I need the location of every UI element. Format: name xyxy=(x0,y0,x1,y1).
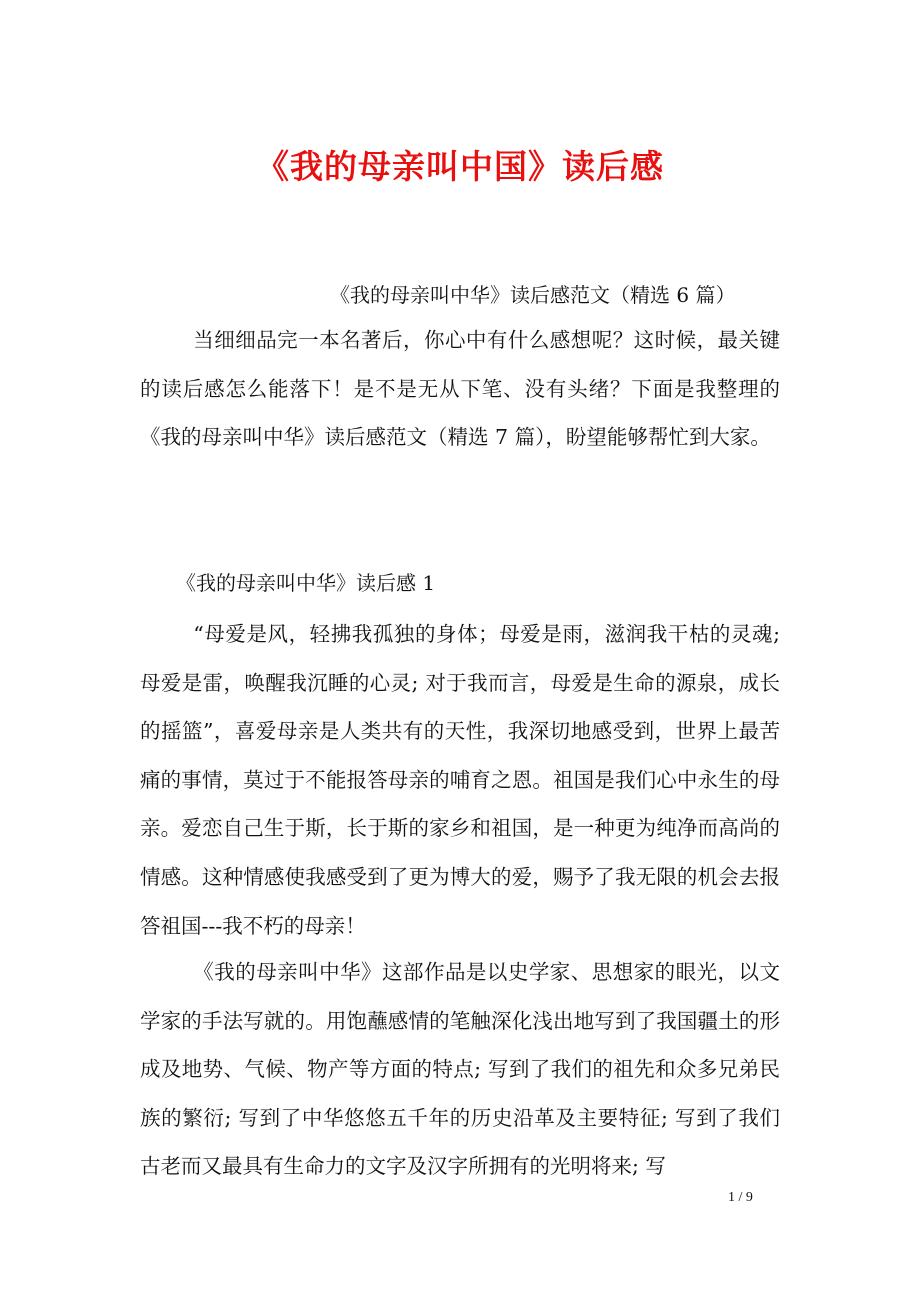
document-title: 《我的母亲叫中国》读后感 xyxy=(256,147,664,186)
document-subtitle: 《我的母亲叫中华》读后感范文（精选 6 篇） xyxy=(330,283,736,307)
intro-paragraph: 当细细品完一本名著后，你心中有什么感想呢？这时候，最关键的读后感怎么能落下！是不是无从下笔、没有头绪？下面是我整理的《我的母亲叫中华》读后感范文（精选 7 篇），盼望能够帮忙到大家。 xyxy=(140,328,780,450)
body-paragraph-2: 《我的母亲叫中华》这部作品是以史学家、思想家的眼光，以文学家的手法写就的。用饱蘸感情的笔触深化浅出地写到了我国疆土的形成及地势、气候、物产等方面的特点; 写到了我们的祖先和众多兄弟民族的繁衍; 写到了中华悠悠五千年的历史沿革及主要特征; 写到了我们古老而又最具有生命力的文字及汉字所拥有的光明将来; 写 xyxy=(140,960,780,1179)
page-indicator: 1 / 9 xyxy=(728,1190,753,1205)
section-heading: 《我的母亲叫中华》读后感 1 xyxy=(176,571,436,595)
body-paragraph-1: “母爱是风，轻拂我孤独的身体；母爱是雨，滋润我干枯的灵魂; 母爱是雷，唤醒我沉睡的心灵; 对于我而言，母爱是生命的源泉，成长的摇篮”，喜爱母亲是人类共有的天性，我深切地感受到，世界上最苦痛的事情，莫过于不能报答母亲的哺育之恩。祖国是我们心中永生的母亲。爱恋自己生于斯，长于斯的家乡和祖国，是一种更为纯净而高尚的情感。这种情感使我感受到了更为博大的爱，赐予了我无限的机会去报答祖国---我不朽的母亲！ xyxy=(140,622,780,938)
